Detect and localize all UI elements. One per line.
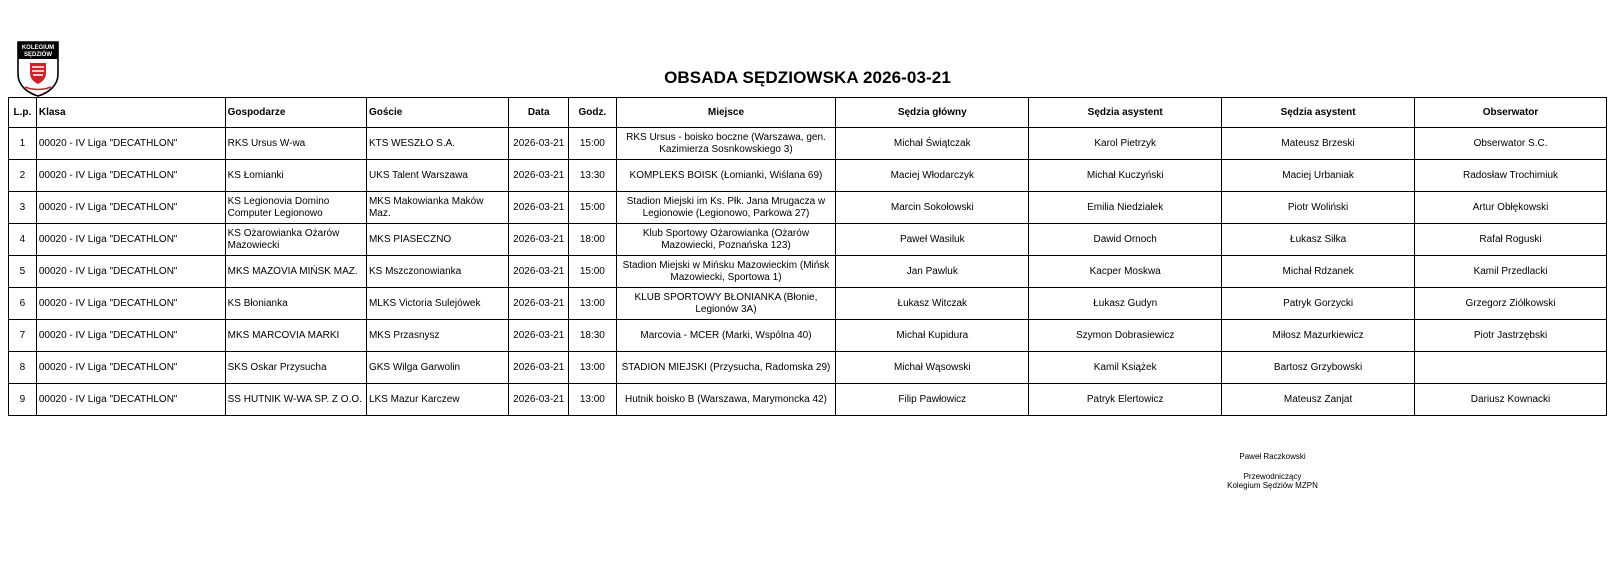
cell-klasa: 00020 - IV Liga "DECATHLON": [36, 384, 225, 416]
col-header-sedzia-glowny: Sędzia główny: [836, 98, 1029, 128]
cell-obserwator: Rafał Roguski: [1415, 224, 1607, 256]
svg-text:KOLEGIUM: KOLEGIUM: [21, 45, 55, 51]
table-row: [9, 352, 1607, 384]
col-header-obserwator: Obserwator: [1415, 98, 1607, 128]
cell-data: 2026-03-21: [509, 256, 569, 288]
table-header-row: [9, 98, 1607, 128]
cell-goscie: MKS PIASECZNO: [366, 224, 508, 256]
cell-klasa: 00020 - IV Liga "DECATHLON": [36, 256, 225, 288]
cell-lp: 3: [9, 192, 37, 224]
cell-goscie: KTS WESZŁO S.A.: [366, 128, 508, 160]
cell-gospodarze: KS Łomianki: [225, 160, 366, 192]
cell-data: 2026-03-21: [509, 224, 569, 256]
cell-lp: 5: [9, 256, 37, 288]
cell-data: 2026-03-21: [509, 128, 569, 160]
cell-sedzia-asystent-1: Karol Pietrzyk: [1029, 128, 1222, 160]
col-header-miejsce: Miejsce: [616, 98, 836, 128]
cell-klasa: 00020 - IV Liga "DECATHLON": [36, 224, 225, 256]
cell-sedzia-glowny: Michał Świątczak: [836, 128, 1029, 160]
signature-name: Paweł Raczkowski: [1239, 452, 1306, 461]
cell-miejsce: KOMPLEKS BOISK (Łomianki, Wiślana 69): [616, 160, 836, 192]
cell-sedzia-asystent-2: Łukasz Siłka: [1222, 224, 1415, 256]
cell-data: 2026-03-21: [509, 352, 569, 384]
document-title: OBSADA SĘDZIOWSKA 2026-03-21: [664, 68, 951, 87]
table-row: [9, 192, 1607, 224]
cell-godz: 15:00: [569, 192, 616, 224]
cell-sedzia-asystent-1: Patryk Elertowicz: [1029, 384, 1222, 416]
cell-lp: 7: [9, 320, 37, 352]
col-header-sedzia-asystent-1: Sędzia asystent: [1029, 98, 1222, 128]
cell-godz: 18:30: [569, 320, 616, 352]
cell-data: 2026-03-21: [509, 288, 569, 320]
table-row: [9, 384, 1607, 416]
cell-miejsce: Hutnik boisko B (Warszawa, Marymoncka 42): [616, 384, 836, 416]
cell-sedzia-asystent-1: Dawid Ornoch: [1029, 224, 1222, 256]
cell-lp: 6: [9, 288, 37, 320]
cell-sedzia-asystent-2: Mateusz Zanjat: [1222, 384, 1415, 416]
cell-lp: 2: [9, 160, 37, 192]
cell-sedzia-glowny: Maciej Włodarczyk: [836, 160, 1029, 192]
cell-sedzia-glowny: Jan Pawluk: [836, 256, 1029, 288]
col-header-lp: L.p.: [9, 98, 37, 128]
cell-klasa: 00020 - IV Liga "DECATHLON": [36, 352, 225, 384]
col-header-data: Data: [509, 98, 569, 128]
cell-obserwator: [1415, 352, 1607, 384]
cell-klasa: 00020 - IV Liga "DECATHLON": [36, 160, 225, 192]
cell-goscie: MLKS Victoria Sulejówek: [366, 288, 508, 320]
cell-godz: 18:00: [569, 224, 616, 256]
cell-obserwator: Radosław Trochimiuk: [1415, 160, 1607, 192]
cell-sedzia-asystent-1: Łukasz Gudyn: [1029, 288, 1222, 320]
cell-sedzia-asystent-1: Szymon Dobrasiewicz: [1029, 320, 1222, 352]
cell-godz: 13:00: [569, 384, 616, 416]
cell-obserwator: Artur Obłękowski: [1415, 192, 1607, 224]
cell-goscie: KS Mszczonowianka: [366, 256, 508, 288]
cell-goscie: LKS Mazur Karczew: [366, 384, 508, 416]
cell-sedzia-asystent-2: Patryk Gorzycki: [1222, 288, 1415, 320]
col-header-sedzia-asystent-2: Sędzia asystent: [1222, 98, 1415, 128]
col-header-godz: Godz.: [569, 98, 616, 128]
cell-sedzia-asystent-1: Kacper Moskwa: [1029, 256, 1222, 288]
cell-gospodarze: MKS MAZOVIA MIŃSK MAZ.: [225, 256, 366, 288]
cell-sedzia-glowny: Michał Kupidura: [836, 320, 1029, 352]
cell-gospodarze: KS Legionovia Domino Computer Legionowo: [225, 192, 366, 224]
cell-gospodarze: MKS MARCOVIA MARKI: [225, 320, 366, 352]
cell-sedzia-glowny: Marcin Sokołowski: [836, 192, 1029, 224]
cell-goscie: MKS Makowianka Maków Maz.: [366, 192, 508, 224]
signature-org: Kolegium Sędziów MZPN: [1227, 481, 1318, 490]
cell-lp: 1: [9, 128, 37, 160]
cell-godz: 13:30: [569, 160, 616, 192]
cell-lp: 8: [9, 352, 37, 384]
cell-miejsce: RKS Ursus - boisko boczne (Warszawa, gen. Kazimierza Sosnkowskiego 3): [616, 128, 836, 160]
cell-sedzia-asystent-2: Miłosz Mazurkiewicz: [1222, 320, 1415, 352]
cell-lp: 4: [9, 224, 37, 256]
cell-data: 2026-03-21: [509, 384, 569, 416]
cell-sedzia-glowny: Filip Pawłowicz: [836, 384, 1029, 416]
col-header-klasa: Klasa: [36, 98, 225, 128]
cell-gospodarze: RKS Ursus W-wa: [225, 128, 366, 160]
cell-klasa: 00020 - IV Liga "DECATHLON": [36, 288, 225, 320]
cell-sedzia-asystent-1: Michał Kuczyński: [1029, 160, 1222, 192]
cell-sedzia-glowny: Łukasz Witczak: [836, 288, 1029, 320]
cell-godz: 15:00: [569, 256, 616, 288]
cell-obserwator: Kamil Przedlacki: [1415, 256, 1607, 288]
cell-miejsce: Stadion Miejski w Mińsku Mazowieckim (Mińsk Mazowiecki, Sportowa 1): [616, 256, 836, 288]
cell-lp: 9: [9, 384, 37, 416]
table-row: [9, 288, 1607, 320]
col-header-gospodarze: Gospodarze: [225, 98, 366, 128]
cell-godz: 13:00: [569, 352, 616, 384]
cell-obserwator: Dariusz Kownacki: [1415, 384, 1607, 416]
cell-sedzia-glowny: Michał Wąsowski: [836, 352, 1029, 384]
table-row: [9, 256, 1607, 288]
cell-miejsce: Klub Sportowy Ożarowianka (Ożarów Mazowiecki, Poznańska 123): [616, 224, 836, 256]
cell-sedzia-asystent-2: Maciej Urbaniak: [1222, 160, 1415, 192]
cell-sedzia-asystent-2: Piotr Woliński: [1222, 192, 1415, 224]
col-header-goscie: Goście: [366, 98, 508, 128]
cell-data: 2026-03-21: [509, 192, 569, 224]
cell-obserwator: Grzegorz Ziółkowski: [1415, 288, 1607, 320]
cell-goscie: UKS Talent Warszawa: [366, 160, 508, 192]
cell-klasa: 00020 - IV Liga "DECATHLON": [36, 320, 225, 352]
table-row: [9, 128, 1607, 160]
cell-godz: 13:00: [569, 288, 616, 320]
signature-role: Przewodniczący: [1243, 472, 1302, 481]
cell-gospodarze: KS Błonianka: [225, 288, 366, 320]
cell-gospodarze: KS Ożarowianka Ożarów Mazowiecki: [225, 224, 366, 256]
referee-assignments-table: [8, 97, 1607, 416]
svg-text:SĘDZIÓW: SĘDZIÓW: [24, 52, 52, 58]
cell-gospodarze: SS HUTNIK W-WA SP. Z O.O.: [225, 384, 366, 416]
cell-godz: 15:00: [569, 128, 616, 160]
cell-data: 2026-03-21: [509, 320, 569, 352]
cell-klasa: 00020 - IV Liga "DECATHLON": [36, 192, 225, 224]
cell-klasa: 00020 - IV Liga "DECATHLON": [36, 128, 225, 160]
cell-goscie: MKS Przasnysz: [366, 320, 508, 352]
cell-sedzia-asystent-2: Mateusz Brzeski: [1222, 128, 1415, 160]
cell-data: 2026-03-21: [509, 160, 569, 192]
table-row: [9, 320, 1607, 352]
cell-sedzia-asystent-2: Bartosz Grzybowski: [1222, 352, 1415, 384]
cell-obserwator: Obserwator S.C.: [1415, 128, 1607, 160]
cell-sedzia-asystent-2: Michał Rdzanek: [1222, 256, 1415, 288]
cell-obserwator: Piotr Jastrzębski: [1415, 320, 1607, 352]
cell-miejsce: Stadion Miejski im Ks. Płk. Jana Mrugacza w Legionowie (Legionowo, Parkowa 27): [616, 192, 836, 224]
cell-gospodarze: SKS Oskar Przysucha: [225, 352, 366, 384]
cell-miejsce: STADION MIEJSKI (Przysucha, Radomska 29): [616, 352, 836, 384]
cell-sedzia-glowny: Paweł Wasiluk: [836, 224, 1029, 256]
cell-sedzia-asystent-1: Kamil Książek: [1029, 352, 1222, 384]
cell-miejsce: KLUB SPORTOWY BŁONIANKA (Błonie, Legionów 3A): [616, 288, 836, 320]
table-row: [9, 224, 1607, 256]
cell-goscie: GKS Wilga Garwolin: [366, 352, 508, 384]
cell-sedzia-asystent-1: Emilia Niedziałek: [1029, 192, 1222, 224]
table-row: [9, 160, 1607, 192]
cell-miejsce: Marcovia - MCER (Marki, Wspólna 40): [616, 320, 836, 352]
